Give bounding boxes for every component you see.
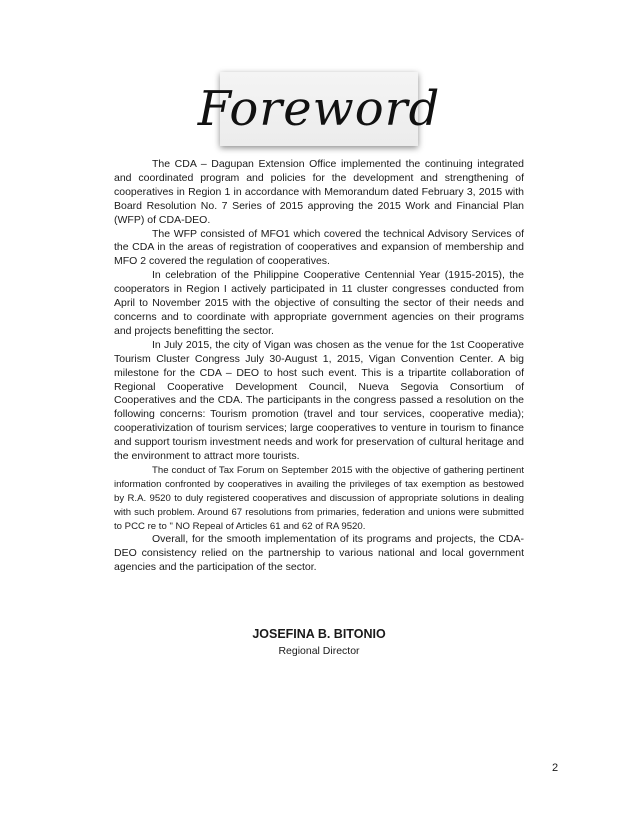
- page-number: 2: [552, 762, 559, 774]
- paragraph: In celebration of the Philippine Cooperative Centennial Year (1915-2015), the cooperators in Region I actively participated in 11 cluster congresses conducted from April to November 2015 with the objective of consulting the sector of their needs and concerns and to coordinate with appropriate government agencies on their programs and projects benefitting the sector.: [114, 269, 524, 337]
- paragraph: In July 2015, the city of Vigan was chosen as the venue for the 1st Cooperative Tourism Cluster Congress July 30-August 1, 2015, Vigan Convention Center. A big milestone for the CDA – DEO to host such event. This is a tripartite collaboration of Regional Cooperative Development Council, Nueva Segovia Consortium of Cooperatives and the CDA. The participants in the congress passed a resolution on the following concerns: Tourism promotion (travel and tour services, cooperative media); cooperativization of tourism services; large cooperatives to venture in tourism to finance and support tourism investment needs and work for preservation of cultural heritage and the environment to attract more tourists.: [114, 338, 524, 463]
- foreword-body: [114, 158, 524, 575]
- foreword-title-banner: [197, 72, 441, 146]
- paragraph: Overall, for the smooth implementation of its programs and projects, the CDA-DEO consistency relied on the partnership to various national and local government agencies and the participation of the sector.: [114, 533, 524, 574]
- paragraph: The conduct of Tax Forum on September 2015 with the objective of gathering pertinent information confronted by cooperatives in availing the privileges of tax exemption as bestowed by R.A. 9520 to duly registered cooperatives and discussion of appropriate solutions in dealing with such problem. Around 67 resolutions from primaries, federation and unions were submitted to PCC re to " NO Repeal of Articles 61 and 62 of RA 9520.: [114, 464, 524, 532]
- page-title: Foreword: [197, 81, 441, 137]
- paragraph: The CDA – Dagupan Extension Office implemented the continuing integrated and coordinated program and policies for the development and strengthening of cooperatives in Region 1 in accordance with Memorandum dated February 3, 2015 with Board Resolution No. 7 Series of 2015 approving the 2015 Work and Financial Plan (WFP) of CDA-DEO.: [114, 158, 524, 226]
- signatory-position: Regional Director: [278, 645, 360, 657]
- signatory-name: JOSEFINA B. BITONIO: [252, 627, 386, 641]
- paragraph: The WFP consisted of MFO1 which covered the technical Advisory Services of the CDA in the areas of registration of cooperatives and expansion of membership and MFO 2 covered the regulation of cooperatives.: [114, 227, 524, 268]
